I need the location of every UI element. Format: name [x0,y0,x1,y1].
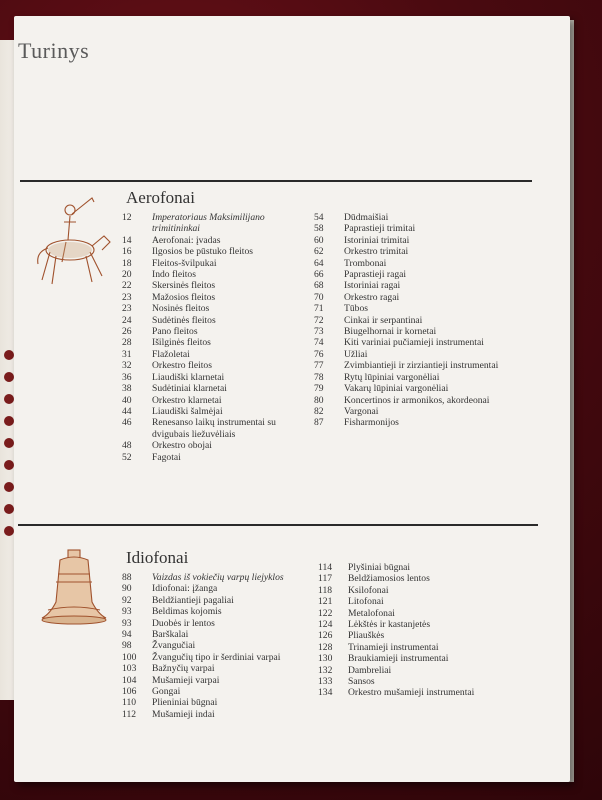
toc-entry [122,440,302,451]
toc-entry-title: Barškalai [152,629,189,641]
toc-entry-title: Sudėtiniai klarnetai [152,383,227,395]
toc-page-number: 94 [122,629,132,641]
toc-entry [122,349,302,360]
toc-entry-title: Orkestro mušamieji instrumentai [348,687,475,699]
toc-entry-title: Kiti variniai pučiamieji instrumentai [344,337,484,349]
toc-page-number: 44 [122,405,132,417]
toc-entry-title: Renesanso laikų instrumentai su dvigubais liežuvėliais [152,417,276,440]
toc-entry-title: Bažnyčių varpai [152,663,215,675]
toc-entry [318,653,538,664]
toc-entry [318,562,538,573]
toc-entry [314,212,534,223]
toc-entry [122,629,312,640]
toc-entry [122,452,302,463]
toc-entry [314,292,534,303]
toc-entry-title: Plyšiniai būgnai [348,562,411,573]
toc-page-number: 62 [314,246,324,258]
toc-entry [122,315,302,326]
toc-entry-title: Pano fleitos [152,326,198,338]
page-edge-marker [4,504,14,514]
page-title: Turinys [18,38,90,63]
toc-page-number: 88 [122,572,132,583]
toc-entry-title: Sansos [348,676,375,688]
toc-page-number: 20 [122,269,132,281]
toc-entry-title: Trombonai [344,257,387,269]
toc-page-number: 130 [318,653,333,665]
toc-entry [318,630,538,641]
toc-entry-title: Orkestro obojai [152,440,212,452]
toc-entry [314,383,534,394]
toc-page-number: 117 [318,573,333,585]
toc-page-number: 22 [122,280,132,292]
toc-entry-title: Fleitos-švilpukai [152,257,217,269]
toc-entry-title: Orkestro ragai [344,291,400,303]
toc-page-number: 71 [314,303,324,315]
toc-page-number: 46 [122,417,132,429]
toc-entry-title: Istoriniai trimitai [344,234,410,246]
toc-entry [122,417,302,440]
toc-entry-title: Ksilofonai [348,584,389,596]
page-edge-marker [4,482,14,492]
toc-page-number: 74 [314,337,324,349]
page-edge-marker [4,350,14,360]
toc-entry [318,585,538,596]
toc-entry [122,269,302,280]
toc-entry-title: Cinkai ir serpantinai [344,314,423,326]
toc-entry-title: Vargonai [344,405,379,417]
toc-entry-title: Dūdmaišiai [344,212,389,223]
toc-entry-title: Braukiamieji instrumentai [348,653,449,665]
toc-page-number: 52 [122,451,132,463]
toc-page-number: 72 [314,314,324,326]
toc-entry-title: Beldimas kojomis [152,606,222,618]
bell-icon [38,548,110,628]
toc-entry [318,596,538,607]
toc-page-number: 106 [122,686,137,698]
toc-page-number: 126 [318,630,333,642]
toc-entry [122,675,312,686]
toc-page-number: 14 [122,234,132,246]
toc-entry-title: Paprastieji trimitai [344,223,416,235]
toc-entry [122,235,302,246]
toc-entry [122,406,302,417]
toc-entry [318,608,538,619]
toc-page-number: 16 [122,246,132,258]
toc-entry [122,572,312,583]
toc-entry [314,246,534,257]
toc-entry-title: Imperatoriaus Maksimilijano trimitininkai [152,212,265,235]
toc-entry [314,223,534,234]
toc-entry [318,642,538,653]
toc-entry-title: Mažosios fleitos [152,291,216,303]
toc-entry [314,360,534,371]
toc-entry-title: Tūbos [344,303,368,315]
toc-page-number: 90 [122,583,132,595]
toc-entry-title: Ilgosios be pūstuko fleitos [152,246,253,258]
toc-page-number: 24 [122,314,132,326]
toc-entry-title: Žvangučiai [152,640,196,652]
toc-entry-title: Mušamieji varpai [152,674,220,686]
toc-entry [314,395,534,406]
toc-page-number: 128 [318,641,333,653]
toc-entry-title: Orkestro trimitai [344,246,409,258]
toc-page-number: 32 [122,360,132,372]
toc-page-number: 31 [122,348,132,360]
toc-page-number: 76 [314,348,324,360]
toc-page-number: 77 [314,360,324,372]
toc-page-number: 80 [314,394,324,406]
toc-entry [318,687,538,698]
toc-entry-title: Išilginės fleitos [152,337,211,349]
toc-page-number: 18 [122,257,132,269]
toc-entry [314,326,534,337]
toc-entry-title: Lėkštės ir kastanjetės [348,619,431,631]
toc-page-number: 134 [318,687,333,699]
toc-page-number: 60 [314,234,324,246]
toc-entry-title: Trinamieji instrumentai [348,641,439,653]
toc-entry [122,212,302,235]
toc-entry [314,417,534,428]
book-page [14,16,570,782]
toc-page-number: 58 [314,223,324,235]
toc-entry-title: Flažoletai [152,348,190,360]
toc-entry [122,618,312,629]
toc-page-number: 82 [314,405,324,417]
toc-page-number: 36 [122,371,132,383]
toc-entry-title: Liaudiški šalmėjai [152,405,223,417]
toc-entry [122,606,312,617]
toc-page-number: 38 [122,383,132,395]
toc-entry-title: Žvangučių tipo ir šerdiniai varpai [152,651,281,663]
toc-entry-title: Istoriniai ragai [344,280,401,292]
toc-entry-title: Sudėtinės fleitos [152,314,216,326]
aerofonai-right-column [314,212,534,429]
toc-page-number: 133 [318,676,333,688]
toc-entry [122,258,302,269]
toc-page-number: 23 [122,303,132,315]
section-rule [20,180,532,182]
page-edge-marker [4,416,14,426]
toc-entry-title: Idiofonai: įžanga [152,583,218,595]
toc-entry [314,303,534,314]
toc-entry-title: Nosinės fleitos [152,303,210,315]
toc-entry [122,652,312,663]
page-edge-marker [4,438,14,448]
toc-page-number: 78 [314,371,324,383]
toc-entry [318,676,538,687]
toc-page-number: 66 [314,269,324,281]
toc-entry [122,360,302,371]
page-edge-marker [4,460,14,470]
toc-entry-title: Indo fleitos [152,269,196,281]
toc-entry [122,663,312,674]
toc-entry [314,269,534,280]
toc-entry-title: Biugelhornai ir kornetai [344,326,437,338]
toc-entry [122,595,312,606]
toc-entry [122,686,312,697]
toc-entry [314,258,534,269]
toc-page-number: 54 [314,212,324,223]
toc-entry-title: Plieniniai būgnai [152,697,218,709]
aerofonai-left-column [122,212,302,463]
toc-entry-title: Vakarų lūpiniai vargonėliai [344,383,449,395]
toc-entry-title: Vaizdas iš vokiečių varpų liejyklos [152,572,284,583]
idiofonai-right-column [318,562,538,699]
toc-entry-title: Fisharmonijos [344,417,399,429]
toc-entry-title: Skersinės fleitos [152,280,216,292]
toc-page-number: 110 [122,697,137,709]
toc-entry [122,697,312,708]
toc-entry-title: Paprastieji ragai [344,269,407,281]
page-edge-marker [4,394,14,404]
toc-page-number: 40 [122,394,132,406]
toc-entry [122,640,312,651]
toc-entry-title: Aerofonai: įvadas [152,234,221,246]
toc-entry [314,280,534,291]
toc-entry-title: Mušamieji indai [152,708,215,720]
toc-page-number: 87 [314,417,324,429]
toc-entry [122,246,302,257]
toc-entry [314,315,534,326]
toc-entry [122,303,302,314]
toc-page-number: 70 [314,291,324,303]
toc-entry [314,349,534,360]
toc-entry-title: Beldžiantieji pagaliai [152,594,234,606]
toc-entry-title: Pliauškės [348,630,385,642]
toc-entry-title: Litofonai [348,596,384,608]
toc-page-number: 26 [122,326,132,338]
toc-page-number: 93 [122,617,132,629]
toc-entry-title: Orkestro fleitos [152,360,212,372]
idiofonai-left-column [122,572,312,720]
toc-entry [318,573,538,584]
toc-entry [122,337,302,348]
toc-entry [314,337,534,348]
toc-entry [122,383,302,394]
toc-entry [314,406,534,417]
toc-page-number: 121 [318,596,333,608]
section-rule [18,524,538,526]
toc-entry [314,372,534,383]
toc-page-number: 118 [318,584,333,596]
toc-page-number: 73 [314,326,324,338]
toc-entry-title: Koncertinos ir armonikos, akordeonai [344,394,490,406]
toc-page-number: 79 [314,383,324,395]
toc-entry-title: Metalofonai [348,607,395,619]
toc-page-number: 100 [122,651,137,663]
toc-entry [122,372,302,383]
toc-entry-title: Orkestro klarnetai [152,394,222,406]
horseman-trumpeter-icon [28,192,118,288]
toc-entry [314,235,534,246]
toc-page-number: 98 [122,640,132,652]
toc-entry-title: Užliai [344,348,368,360]
toc-entry-title: Zvimbiantieji ir zirziantieji instrumentai [344,360,499,372]
toc-entry-title: Gongai [152,686,181,698]
toc-entry-title: Dambreliai [348,664,392,676]
toc-entry [122,395,302,406]
toc-page-number: 23 [122,291,132,303]
toc-entry [318,619,538,630]
toc-entry [122,292,302,303]
toc-page-number: 93 [122,606,132,618]
page-edge-marker [4,372,14,382]
toc-entry [122,280,302,291]
toc-page-number: 48 [122,440,132,452]
toc-page-number: 124 [318,619,333,631]
toc-entry-title: Beldžiamosios lentos [348,573,430,585]
toc-entry-title: Duobės ir lentos [152,617,215,629]
toc-page-number: 28 [122,337,132,349]
toc-page-number: 103 [122,663,137,675]
toc-page-number: 114 [318,562,333,573]
toc-page-number: 112 [122,708,137,720]
toc-page-number: 92 [122,594,132,606]
toc-page-number: 104 [122,674,137,686]
toc-entry [122,326,302,337]
section-title-idiofonai: Idiofonai [126,548,189,567]
toc-page-number: 132 [318,664,333,676]
page-edge-marker [4,526,14,536]
toc-entry [122,709,312,720]
toc-entry-title: Fagotai [152,451,181,463]
section-title-aerofonai: Aerofonai [126,188,195,207]
toc-page-number: 64 [314,257,324,269]
toc-page-number: 122 [318,607,333,619]
toc-entry-title: Liaudiški klarnetai [152,371,225,383]
toc-page-number: 68 [314,280,324,292]
toc-entry [318,665,538,676]
toc-entry [122,583,312,594]
toc-page-number: 12 [122,212,132,223]
toc-entry-title: Rytų lūpiniai vargonėliai [344,371,440,383]
